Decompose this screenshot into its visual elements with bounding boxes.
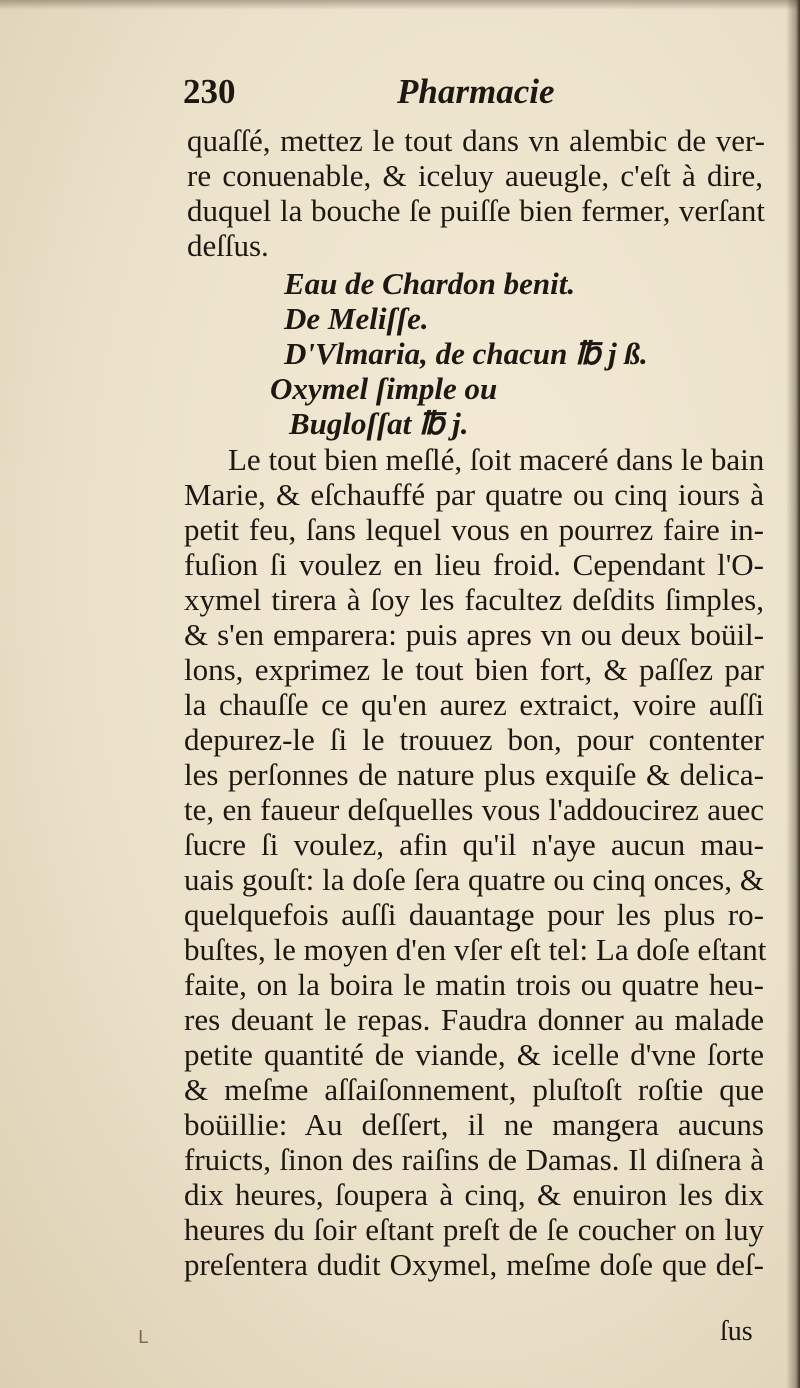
text-line: quaſſé, mettez le tout dans vn alembic de ver- [187,123,765,158]
text-line: dix heures, ſoupera à cinq, & enuiron les dix [184,1177,764,1212]
text-line: faite, on la boira le matin trois ou quatre heu- [184,967,764,1002]
recipe-ingredient: De Meliſſe. [284,301,429,336]
recipe-ingredient: Eau de Chardon benit. [284,266,576,301]
text-line: res deuant le repas. Faudra donner au malade [184,1002,764,1037]
running-title: Pharmacie [397,72,555,111]
text-line: uais gouſt: la doſe ſera quatre ou cinq onces, & [184,862,764,897]
text-line: petit feu, ſans lequel vous en pourrez faire in- [184,512,764,547]
text-line: duquel la bouche ſe puiſſe bien fermer, verſant [187,193,765,228]
text-line: te, en faueur deſquelles vous l'addoucirez auec [184,792,764,827]
text-line: re conuenable, & iceluy aueugle, c'eſt à dire, [187,158,763,193]
text-line: boüillie: Au deſſert, il ne mangera aucuns [184,1107,764,1142]
text-line: Le tout bien meſlé, ſoit maceré dans le bain [228,442,765,477]
recipe-ingredient: Bugloſſat ℔ j. [289,406,469,441]
text-line: quelquefois auſſi dauantage pour les plus ro- [184,897,764,932]
margin-mark: L [138,1327,149,1348]
text-line: petite quantité de viande, & icelle d'vne ſorte [184,1037,764,1072]
text-line: fruicts, ſinon des raiſins de Damas. Il diſnera à [184,1142,764,1177]
text-line: deſſus. [187,228,269,263]
text-line: lons, exprimez le tout bien fort, & paſſez par [184,652,764,687]
recipe-ingredient: D'Vlmaria, de chacun ℔ j ß. [284,336,648,371]
recipe-ingredient: Oxymel ſimple ou [270,371,498,406]
text-line: & meſme aſſaiſonnement, pluſtoſt roſtie que [184,1072,764,1107]
page-number: 230 [183,72,236,111]
text-line: xymel tirera à ſoy les facultez deſdits ſimples, [184,582,764,617]
catchword: ſus [720,1316,753,1347]
text-line: buſtes, le moyen d'en vſer eſt tel: La doſe eſtant [184,932,767,967]
text-line: fuſion ſi voulez en lieu froid. Cependant l'O- [184,547,764,582]
text-line: heures du ſoir eſtant preſt de ſe coucher on luy [184,1212,764,1247]
text-line: Marie, & eſchauffé par quatre ou cinq iours à [184,477,764,512]
text-line: les perſonnes de nature plus exquiſe & delica- [184,757,764,792]
text-line: depurez-le ſi le trouuez bon, pour contenter [184,722,764,757]
text-line: preſentera dudit Oxymel, meſme doſe que deſ- [184,1247,764,1282]
text-line: & s'en emparera: puis apres vn ou deux boüil- [184,617,764,652]
text-line: la chauſſe ce qu'en aurez extraict, voire auſſi [184,687,764,722]
text-line: ſucre ſi voulez, afin qu'il n'aye aucun mau- [184,827,764,862]
